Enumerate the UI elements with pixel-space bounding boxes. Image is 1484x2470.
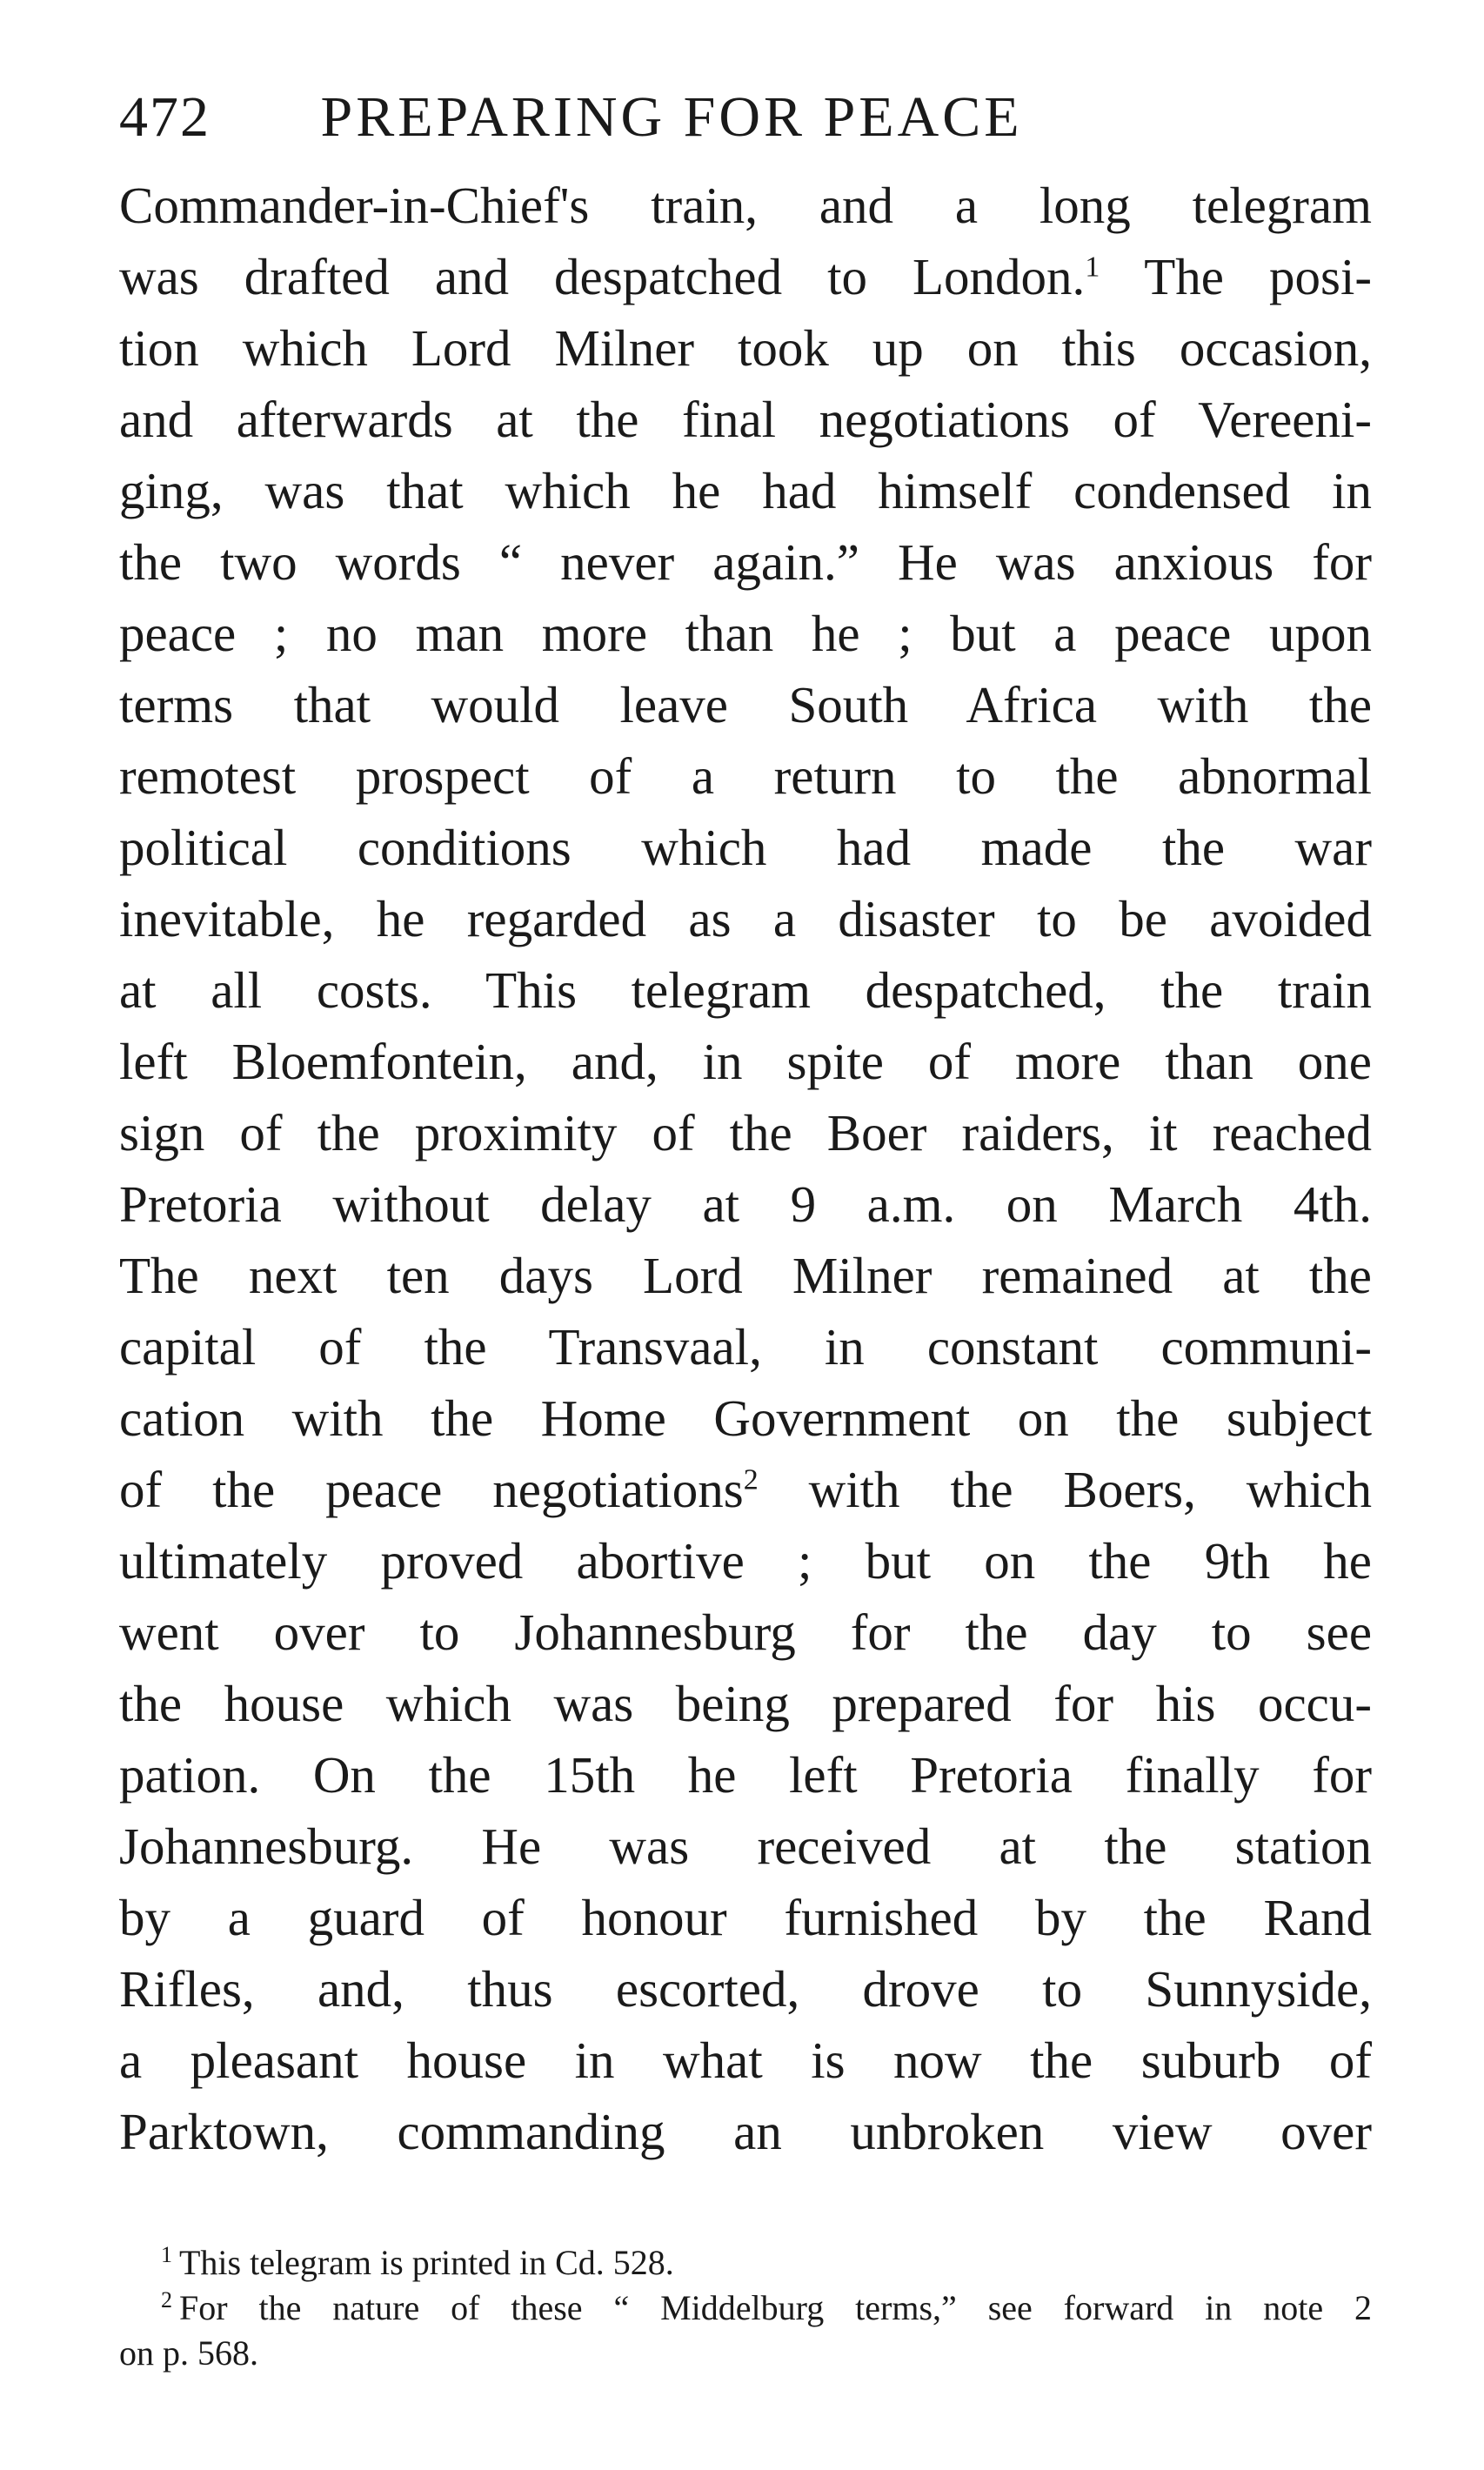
footnote-text: This telegram is printed in Cd. 528. xyxy=(179,2243,674,2282)
text-line: ultimately proved abortive ; but on the 9th he xyxy=(119,1532,1372,1590)
footnote-mark: 2 xyxy=(161,2286,172,2313)
page-number: 472 xyxy=(119,85,211,149)
text-line: Johannesburg. He was received at the station xyxy=(119,1817,1372,1875)
text-line: sign of the proximity of the Boer raiders, it reached xyxy=(119,1104,1372,1161)
text-line: peace ; no man more than he ; but a peace upon xyxy=(119,605,1372,662)
running-title: PREPARING FOR PEACE xyxy=(320,85,1023,149)
footnote-2 xyxy=(119,2286,1372,2331)
footnote-text: For the nature of these “ Middelburg terms,” see forward in note 2 xyxy=(179,2288,1372,2327)
footnote-2-continued: on p. 568. xyxy=(119,2333,258,2373)
text-line: ging, was that which he had himself condensed in xyxy=(119,462,1372,519)
text-line: and afterwards at the final negotiations of Vereeni- xyxy=(119,391,1372,448)
text-line: inevitable, he regarded as a disaster to be avoided xyxy=(119,890,1372,947)
footnote-ref-2: 2 xyxy=(743,1463,759,1496)
footnote-mark: 1 xyxy=(161,2241,172,2267)
text-line: The next ten days Lord Milner remained at the xyxy=(119,1247,1372,1304)
text-line: by a guard of honour furnished by the Rand xyxy=(119,1889,1372,1946)
text-line: went over to Johannesburg for the day to see xyxy=(119,1603,1372,1661)
text-line: capital of the Transvaal, in constant communi- xyxy=(119,1318,1372,1376)
body-text xyxy=(119,170,1372,2167)
text-line: political conditions which had made the war xyxy=(119,819,1372,876)
text-line: terms that would leave South Africa with the xyxy=(119,676,1372,733)
text-line: Pretoria without delay at 9 a.m. on March 4th. xyxy=(119,1175,1372,1233)
text-line: the house which was being prepared for his occu- xyxy=(119,1675,1372,1732)
text-line: Rifles, and, thus escorted, drove to Sunnyside, xyxy=(119,1960,1372,2018)
text-line: Commander-in-Chief's train, and a long telegram xyxy=(119,177,1372,234)
text-line xyxy=(119,1454,1372,1525)
text-line: remotest prospect of a return to the abnormal xyxy=(119,747,1372,805)
text-line: tion which Lord Milner took up on this occasion, xyxy=(119,319,1372,377)
text-line-part: of the peace negotiations xyxy=(119,1461,744,1518)
text-line: a pleasant house in what is now the suburb of xyxy=(119,2032,1372,2089)
text-line: the two words “ never again.” He was anxious for xyxy=(119,533,1372,591)
text-line: at all costs. This telegram despatched, the train xyxy=(119,961,1372,1019)
text-line-part: The posi- xyxy=(1144,248,1372,305)
footnote-1 xyxy=(119,2240,1372,2286)
text-line: left Bloemfontein, and, in spite of more than one xyxy=(119,1033,1372,1090)
footnotes xyxy=(119,2240,1372,2376)
page-header xyxy=(119,83,1372,152)
text-line: cation with the Home Government on the subject xyxy=(119,1389,1372,1447)
text-line xyxy=(119,241,1372,312)
text-line-part: with the Boers, which xyxy=(808,1461,1372,1518)
text-line-part: was drafted and despatched to London. xyxy=(119,248,1086,305)
text-line: pation. On the 15th he left Pretoria finally for xyxy=(119,1746,1372,1804)
footnote-ref-1: 1 xyxy=(1085,251,1100,284)
text-line: Parktown, commanding an unbroken view over xyxy=(119,2103,1372,2160)
